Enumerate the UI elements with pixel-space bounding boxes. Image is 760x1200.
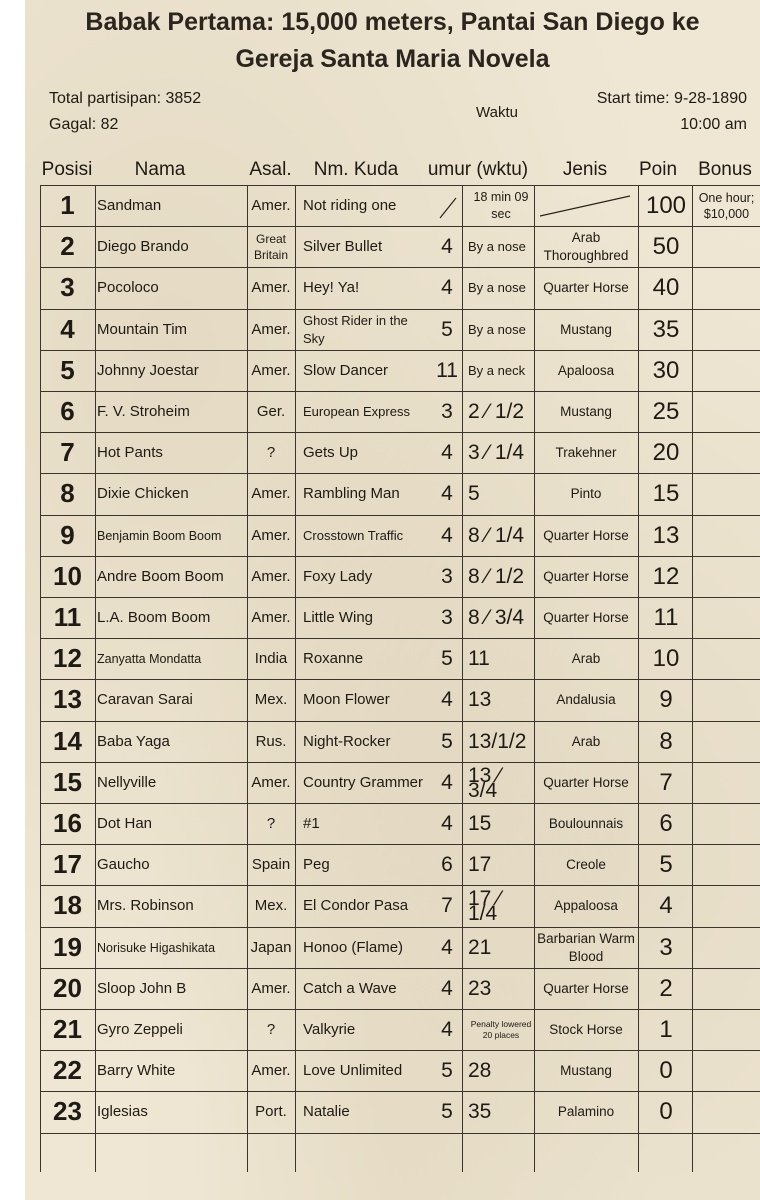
rider-name: Mountain Tim (97, 321, 188, 338)
horse-breed: Barbarian Warm Blood (537, 930, 635, 964)
position-number: 21 (53, 1014, 82, 1044)
rider-origin: Great Britain (253, 231, 288, 262)
finish-time: By a nose (468, 239, 526, 254)
horse-name: Peg (303, 855, 330, 873)
horse-breed: Quarter Horse (543, 527, 629, 543)
rider-name: Gyro Zeppeli (97, 1021, 183, 1038)
horse-breed: Appaloosa (554, 897, 618, 913)
horse-age (435, 185, 459, 226)
rider-origin: ? (266, 1021, 276, 1038)
finish-time: 23 (468, 977, 492, 1000)
finish-time: 11 (468, 647, 490, 670)
position-number: 1 (60, 190, 75, 220)
position-number: 18 (53, 890, 82, 920)
rider-name: Johnny Joestar (97, 362, 199, 379)
horse-breed: Quarter Horse (543, 774, 629, 790)
bonus: One hour; $10,000 (698, 190, 755, 221)
finish-time: 3 ⁄ 1/4 (468, 441, 525, 464)
points: 20 (652, 438, 680, 466)
finish-time: By a neck (468, 363, 526, 378)
horse-breed: Palamino (557, 1103, 615, 1119)
position-number: 16 (53, 808, 82, 838)
points: 10 (652, 644, 680, 672)
rider-origin: India (254, 650, 288, 667)
header-poin: Poin (638, 159, 678, 180)
rider-origin: Amer. (251, 197, 291, 214)
rider-name: Hot Pants (97, 444, 163, 461)
points: 15 (652, 479, 680, 507)
horse-age: 3 (441, 564, 453, 588)
rider-name: F. V. Stroheim (97, 403, 190, 420)
bonus (693, 638, 760, 679)
position-number: 10 (53, 561, 82, 591)
rider-origin: Japan (250, 939, 292, 956)
finish-time: 8 ⁄ 1/2 (468, 565, 525, 588)
rider-origin: Amer. (251, 568, 291, 585)
finish-time: 8 ⁄ 1/4 (468, 524, 525, 547)
horse-name: Gets Up (303, 443, 359, 461)
position-number: 2 (60, 231, 75, 261)
horse-breed: Arab Thoroughbred (543, 229, 629, 263)
bonus (693, 350, 760, 391)
horse-name: Not riding one (303, 196, 397, 214)
finish-time: 8 ⁄ 3/4 (468, 606, 525, 629)
position-number: 19 (53, 932, 82, 962)
rider-origin: Mex. (254, 691, 288, 708)
rider-name: Benjamin Boom Boom (97, 528, 222, 543)
points: 0 (659, 1097, 673, 1125)
header-nm-kuda: Nm. Kuda (313, 159, 399, 180)
rider-name: L.A. Boom Boom (97, 609, 211, 626)
column-divider (295, 185, 296, 1172)
rider-name: Baba Yaga (97, 733, 170, 750)
horse-age: 4 (441, 481, 453, 505)
total-participants: Total partisipan: 3852 (49, 90, 202, 107)
rider-origin: Spain (251, 856, 291, 873)
rider-name: Norisuke Higashikata (97, 940, 216, 955)
finish-time: Penalty lowered 20 places (470, 1018, 532, 1040)
horse-breed: Boulounnais (548, 815, 624, 831)
horse-name: Crosstown Traffic (303, 527, 404, 543)
bonus (693, 721, 760, 762)
points: 6 (659, 809, 673, 837)
header-asal: Asal. (249, 159, 292, 180)
horse-name: Ghost Rider in the Sky (303, 312, 408, 346)
horse-breed: Mustang (560, 321, 612, 337)
rider-origin: Amer. (251, 279, 291, 296)
rider-origin: Mex. (254, 897, 288, 914)
horse-name: Love Unlimited (303, 1061, 403, 1079)
points: 12 (652, 562, 680, 590)
rider-name: Sandman (97, 197, 162, 214)
finish-time: 5 (468, 482, 480, 505)
rider-origin: Amer. (251, 774, 291, 791)
finish-time: 21 (468, 936, 492, 959)
points: 13 (652, 521, 680, 549)
finish-time: 17 (468, 853, 492, 876)
rider-name: Sloop John B (97, 980, 187, 997)
header-posisi: Posisi (41, 159, 93, 180)
position-number: 4 (60, 314, 75, 344)
points: 100 (645, 191, 687, 219)
points: 4 (659, 891, 673, 919)
horse-name: Roxanne (303, 649, 364, 667)
rider-origin: Rus. (255, 733, 287, 750)
horse-age: 4 (441, 811, 453, 835)
column-divider (95, 185, 96, 1172)
rider-name: Diego Brando (97, 238, 189, 255)
points: 30 (652, 356, 680, 384)
horse-breed: Quarter Horse (543, 568, 629, 584)
finish-time: By a nose (468, 322, 526, 337)
start-time: Start time: 9-28-1890 (596, 90, 747, 107)
bonus (693, 1091, 760, 1132)
points: 25 (652, 397, 680, 425)
rider-name: Gaucho (97, 856, 150, 873)
points: 3 (659, 933, 673, 961)
points: 50 (652, 232, 680, 260)
horse-age: 3 (441, 605, 453, 629)
bonus (693, 885, 760, 926)
horse-age: 4 (441, 935, 453, 959)
rider-origin: Amer. (251, 485, 291, 502)
horse-name: #1 (303, 814, 320, 832)
horse-age: 4 (441, 234, 453, 258)
rider-origin: Amer. (251, 609, 291, 626)
horse-name: Hey! Ya! (303, 278, 360, 296)
bonus (693, 1050, 760, 1091)
finish-time: 18 min 09 sec (473, 189, 529, 221)
horse-name: Moon Flower (303, 690, 390, 708)
position-number: 7 (60, 437, 75, 467)
bonus (693, 803, 760, 844)
bonus (693, 927, 760, 968)
horse-name: Little Wing (303, 608, 374, 626)
horse-name: Rambling Man (303, 484, 400, 502)
finish-time: 17 ⁄ 1/4 (468, 886, 501, 925)
horse-name: European Express (303, 403, 410, 419)
points: 8 (659, 727, 673, 755)
page-title: Babak Pertama: 15,000 meters, Pantai San Diego ke (85, 8, 700, 36)
bonus (693, 1009, 760, 1050)
horse-age: 4 (441, 523, 453, 547)
position-number: 15 (53, 767, 82, 797)
position-number: 14 (53, 726, 82, 756)
bonus (693, 515, 760, 556)
horse-age: 4 (441, 275, 453, 299)
bonus (693, 762, 760, 803)
rider-origin: ? (266, 444, 276, 461)
rider-origin: Amer. (251, 527, 291, 544)
bonus (693, 473, 760, 514)
rider-name: Mrs. Robinson (97, 897, 194, 914)
horse-age: 7 (441, 893, 453, 917)
horse-breed: Quarter Horse (543, 279, 629, 295)
bonus (693, 267, 760, 308)
horse-age: 5 (441, 646, 453, 670)
start-clock: 10:00 am (680, 116, 747, 133)
page-subtitle: Gereja Santa Maria Novela (235, 45, 550, 73)
horse-name: Foxy Lady (303, 567, 373, 585)
horse-age: 5 (441, 317, 453, 341)
points: 2 (659, 974, 673, 1002)
horse-breed: Arab (571, 733, 601, 749)
position-number: 22 (53, 1055, 82, 1085)
bonus (693, 968, 760, 1009)
rider-origin: Amer. (251, 1062, 291, 1079)
horse-breed: Andalusia (556, 691, 616, 707)
horse-breed: Stock Horse (549, 1021, 623, 1037)
bonus (693, 432, 760, 473)
horse-breed: Mustang (560, 1062, 612, 1078)
horse-age: 11 (436, 358, 458, 382)
rider-name: Caravan Sarai (97, 691, 193, 708)
rider-origin: Amer. (251, 321, 291, 338)
horse-age: 4 (441, 687, 453, 711)
horse-age: 6 (441, 852, 453, 876)
horse-name: Country Grammer (303, 773, 424, 791)
rider-name: Nellyville (97, 774, 157, 791)
bonus (693, 597, 760, 638)
points: 11 (653, 603, 679, 631)
horse-name: Valkyrie (303, 1020, 356, 1038)
finish-time: 13 ⁄ 3/4 (468, 763, 501, 802)
position-number: 9 (60, 520, 75, 550)
bonus (693, 556, 760, 597)
horse-age: 5 (441, 1099, 453, 1123)
horse-name: El Condor Pasa (303, 896, 409, 914)
horse-age: 4 (441, 976, 453, 1000)
horse-age: 4 (441, 770, 453, 794)
column-divider (638, 185, 639, 1172)
position-number: 12 (53, 643, 82, 673)
position-number: 8 (60, 478, 75, 508)
position-number: 5 (60, 355, 75, 385)
position-number: 11 (53, 602, 82, 632)
bonus (693, 391, 760, 432)
rider-origin: Ger. (256, 403, 286, 420)
time-label: Waktu (476, 104, 518, 121)
horse-name: Night-Rocker (303, 732, 391, 750)
position-number: 3 (60, 272, 75, 302)
position-number: 13 (53, 684, 82, 714)
rider-origin: Amer. (251, 980, 291, 997)
rider-name: Pocoloco (97, 279, 159, 296)
bonus (693, 679, 760, 720)
horse-age: 4 (441, 1017, 453, 1041)
row-divider (40, 1133, 760, 1134)
position-number: 23 (53, 1096, 82, 1126)
finish-time: 15 (468, 812, 492, 835)
rider-name: Andre Boom Boom (97, 568, 224, 585)
horse-name: Catch a Wave (303, 979, 397, 997)
points: 7 (659, 768, 673, 796)
horse-breed: Apaloosa (557, 362, 615, 378)
rider-name: Dixie Chicken (97, 485, 189, 502)
horse-name: Honoo (Flame) (303, 938, 404, 956)
horse-breed: Creole (566, 856, 606, 872)
header-umur-wktu: umur (wktu) (427, 159, 529, 180)
finish-time: 13/1/2 (468, 730, 527, 753)
finish-time: 2 ⁄ 1/2 (468, 400, 525, 423)
finish-time: 13 (468, 688, 492, 711)
horse-breed (534, 185, 638, 226)
bonus (693, 226, 760, 267)
finish-time: 28 (468, 1059, 492, 1082)
horse-age: 5 (441, 1058, 453, 1082)
finish-time: 35 (468, 1100, 492, 1123)
rider-name: Iglesias (97, 1103, 148, 1120)
points: 0 (659, 1056, 673, 1084)
position-number: 6 (60, 396, 75, 426)
horse-name: Natalie (303, 1102, 350, 1120)
points: 5 (659, 850, 673, 878)
rider-name: Barry White (97, 1062, 176, 1079)
horse-name: Slow Dancer (303, 361, 389, 379)
rider-origin: ? (266, 815, 276, 832)
horse-breed: Arab (571, 650, 601, 666)
finish-time: By a nose (468, 280, 526, 295)
rider-name: Dot Han (97, 815, 153, 832)
failed-count: Gagal: 82 (49, 116, 119, 133)
horse-breed: Quarter Horse (543, 609, 629, 625)
points: 40 (652, 273, 680, 301)
horse-breed: Mustang (560, 403, 612, 419)
horse-age: 5 (441, 729, 453, 753)
rider-origin: Port. (255, 1103, 287, 1120)
rider-name: Zanyatta Mondatta (97, 651, 202, 666)
points: 35 (652, 315, 680, 343)
horse-breed: Quarter Horse (543, 980, 629, 996)
bonus (693, 844, 760, 885)
position-number: 17 (53, 849, 82, 879)
points: 9 (659, 685, 673, 713)
horse-name: Silver Bullet (303, 237, 383, 255)
bonus (693, 309, 760, 350)
header-nama: Nama (134, 159, 186, 180)
header-jenis: Jenis (562, 159, 608, 180)
position-number: 20 (53, 973, 82, 1003)
rider-origin: Amer. (251, 362, 291, 379)
horse-age: 3 (441, 399, 453, 423)
header-bonus: Bonus (698, 159, 752, 180)
horse-breed: Trakehner (555, 444, 617, 460)
points: 1 (659, 1015, 673, 1043)
horse-breed: Pinto (570, 485, 602, 501)
horse-age: 4 (441, 440, 453, 464)
